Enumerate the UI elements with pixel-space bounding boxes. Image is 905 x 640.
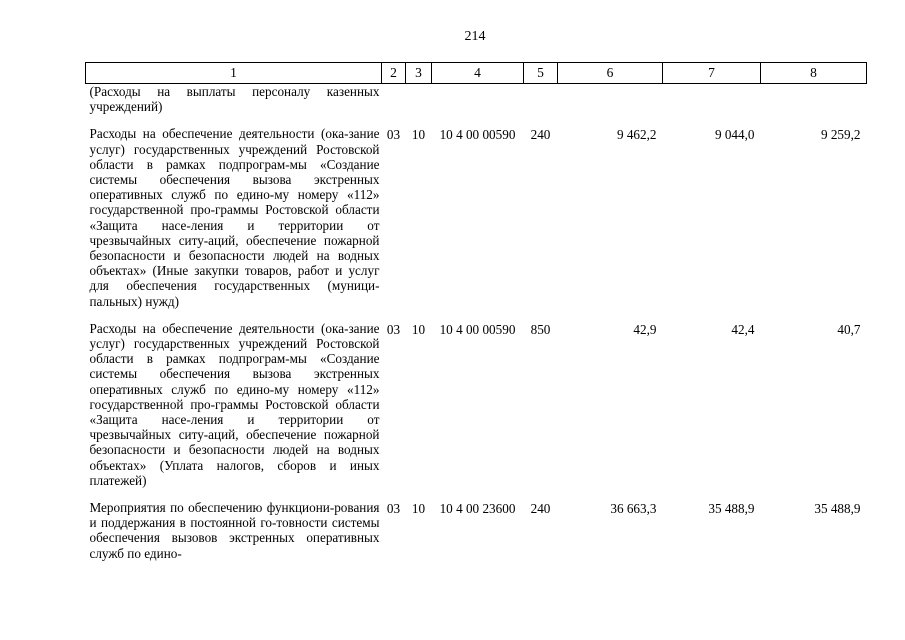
row-subsection: 10 bbox=[411, 501, 426, 517]
header-col-7: 7 bbox=[663, 63, 761, 84]
row-section: 03 bbox=[386, 501, 401, 517]
header-col-4: 4 bbox=[432, 63, 524, 84]
page-number: 214 bbox=[464, 29, 486, 44]
row-amount-col8: 35 488,9 bbox=[814, 501, 861, 517]
row-amount-col8: 9 259,2 bbox=[820, 127, 861, 143]
row-target-code: 10 4 00 23600 bbox=[439, 501, 516, 517]
row-section: 03 bbox=[386, 127, 401, 143]
row-amount-col7: 35 488,9 bbox=[708, 501, 755, 517]
row-description: Расходы на обеспечение деятельности (ока-зание услуг) государственных учреждений Ростовской области в рамках подпрограм-мы «Создание системы обеспечения вызова экстренных оперативных служб по едино-му номеру «112» государственной про-граммы Ростовской области «Защита насе-ления и территории от чрезвычайных ситу-аций, обеспечение пожарной безопасности и безопасности людей на водных объектах» (Иные закупки товаров, работ и услуг для обеспечения государственных (муници-пальных) нужд) bbox=[89, 126, 380, 309]
row-target-code: 10 4 00 00590 bbox=[439, 321, 516, 337]
table-row bbox=[86, 321, 867, 500]
header-col-3: 3 bbox=[406, 63, 432, 84]
row-section bbox=[382, 84, 406, 127]
table-header-row bbox=[86, 63, 867, 84]
row-amount-col8: 40,7 bbox=[837, 321, 861, 337]
header-col-5: 5 bbox=[524, 63, 558, 84]
row-amount-col6 bbox=[558, 84, 663, 127]
row-subsection bbox=[406, 84, 432, 127]
header-col-6: 6 bbox=[558, 63, 663, 84]
row-description: Расходы на обеспечение деятельности (ока-зание услуг) государственных учреждений Ростовской области в рамках подпрограм-мы «Создание системы обеспечения вызова экстренных оперативных служб по едино-му номеру «112» государственной про-граммы Ростовской области «Защита насе-ления и территории от чрезвычайных ситу-аций, обеспечение пожарной безопасности и безопасности людей на водных объектах» (Уплата налогов, сборов и иных платежей) bbox=[89, 320, 380, 488]
table-row bbox=[86, 126, 867, 320]
row-amount-col8 bbox=[761, 84, 867, 127]
row-expense-type: 240 bbox=[530, 127, 551, 143]
row-amount-col7: 42,4 bbox=[731, 321, 755, 337]
header-col-2: 2 bbox=[382, 63, 406, 84]
row-expense-type: 850 bbox=[530, 321, 551, 337]
budget-table bbox=[85, 62, 867, 561]
table-row bbox=[86, 500, 867, 561]
row-expense-type: 240 bbox=[530, 501, 551, 517]
row-subsection: 10 bbox=[411, 321, 426, 337]
row-target-code: 10 4 00 00590 bbox=[439, 127, 516, 143]
row-description: Мероприятия по обеспечению функциони-рования и поддержания в постоянной го-товности системы обеспечения вызовов экстренных оперативных служб по едино- bbox=[89, 500, 380, 561]
row-target-code bbox=[432, 84, 524, 127]
header-col-1: 1 bbox=[86, 63, 382, 84]
row-amount-col6: 9 462,2 bbox=[616, 127, 657, 143]
row-amount-col6: 42,9 bbox=[633, 321, 657, 337]
row-amount-col7: 9 044,0 bbox=[714, 127, 755, 143]
table-row bbox=[86, 84, 867, 127]
row-description: (Расходы на выплаты персоналу казенных учреждений) bbox=[89, 84, 380, 115]
row-section: 03 bbox=[386, 321, 401, 337]
row-amount-col7 bbox=[663, 84, 761, 127]
header-col-8: 8 bbox=[761, 63, 867, 84]
row-amount-col6: 36 663,3 bbox=[610, 501, 657, 517]
row-expense-type bbox=[524, 84, 558, 127]
row-subsection: 10 bbox=[411, 127, 426, 143]
